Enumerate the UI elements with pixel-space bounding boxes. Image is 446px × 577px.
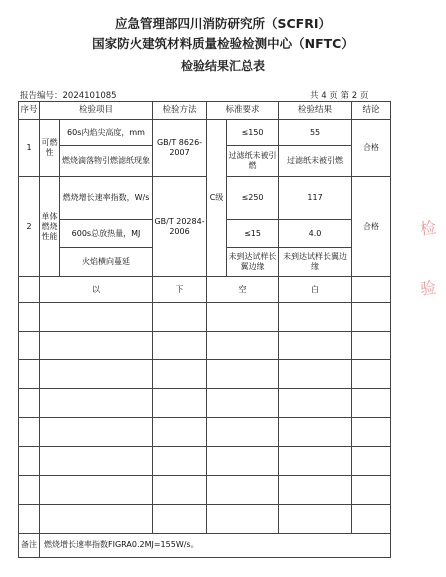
row1-conclusion: 合格 <box>352 119 391 177</box>
blank-marker-row <box>19 277 391 303</box>
row1-std-a: ≤150 <box>227 119 279 146</box>
header-seq: 序号 <box>19 102 40 120</box>
row1-std-b: 过滤纸未被引燃 <box>227 146 279 177</box>
table-header-row <box>19 102 391 120</box>
empty-row <box>19 418 391 447</box>
seal-char-top: 检 <box>418 217 438 239</box>
seal-fragment-bottom <box>419 273 446 299</box>
row1-item-a: 60s内焰尖高度，mm <box>60 119 153 146</box>
page-title: 检验结果汇总表 <box>180 59 265 73</box>
blank-mark-3: 空 <box>207 277 279 303</box>
row2-method: GB/T 20284-2006 <box>153 177 207 277</box>
row2-std-a: ≤250 <box>227 177 279 219</box>
org-name-line1: 应急管理部四川消防研究所（SCFRI） <box>115 16 331 31</box>
empty-row <box>19 475 391 504</box>
row2-item-a: 燃烧增长速率指数，W/s <box>60 177 153 219</box>
row1-item-b: 燃烧滴落物引燃滤纸现象 <box>60 146 153 177</box>
row2-res-c: 未到达试样长翼边缘 <box>279 248 352 277</box>
row2-res-a: 117 <box>279 177 352 219</box>
row1-method: GB/T 8626-2007 <box>153 119 207 177</box>
row2-conclusion: 合格 <box>352 177 391 277</box>
empty-row <box>19 389 391 418</box>
header-result: 检验结果 <box>279 102 352 120</box>
grade-cell: C级 <box>207 119 227 277</box>
seal-char-bottom: 验 <box>418 277 438 299</box>
row1-res-b: 过滤纸未被引燃 <box>279 146 352 177</box>
row1-seq: 1 <box>19 119 40 177</box>
results-table <box>18 101 391 558</box>
report-number: 报告编号：2024101085 <box>20 91 117 101</box>
table-row <box>19 119 391 146</box>
row2-seq: 2 <box>19 177 40 277</box>
org-name-line2: 国家防火建筑材料质量检验检测中心（NFTC） <box>92 36 354 51</box>
header-item: 检验项目 <box>40 102 153 120</box>
row2-item-b: 600s总放热量，MJ <box>60 219 153 248</box>
note-text: 燃烧增长速率指数FIGRA0.2MJ=155W/s。 <box>40 533 391 557</box>
row1-category: 可燃性 <box>40 119 60 177</box>
empty-row <box>19 302 391 331</box>
note-label: 备注 <box>19 533 40 557</box>
page-info: 共 4 页 第 2 页 <box>310 91 369 101</box>
header-conclusion: 结论 <box>352 102 391 120</box>
row2-std-b: ≤15 <box>227 219 279 248</box>
blank-mark-1: 以 <box>40 277 153 303</box>
row2-std-c: 未到达试样长翼边缘 <box>227 248 279 277</box>
row2-item-c: 火焰横向蔓延 <box>60 248 153 277</box>
header-method: 检验方法 <box>153 102 207 120</box>
row2-category: 单体燃烧性能 <box>40 177 60 277</box>
header-standard: 标准要求 <box>207 102 279 120</box>
note-row <box>19 533 391 557</box>
row1-res-a: 55 <box>279 119 352 146</box>
blank-mark-2: 下 <box>153 277 207 303</box>
empty-row <box>19 447 391 476</box>
blank-mark-4: 白 <box>279 277 352 303</box>
empty-row <box>19 360 391 389</box>
empty-row <box>19 331 391 360</box>
row2-res-b: 4.0 <box>279 219 352 248</box>
table-row <box>19 177 391 219</box>
empty-row <box>19 504 391 533</box>
seal-fragment-top <box>419 213 446 239</box>
